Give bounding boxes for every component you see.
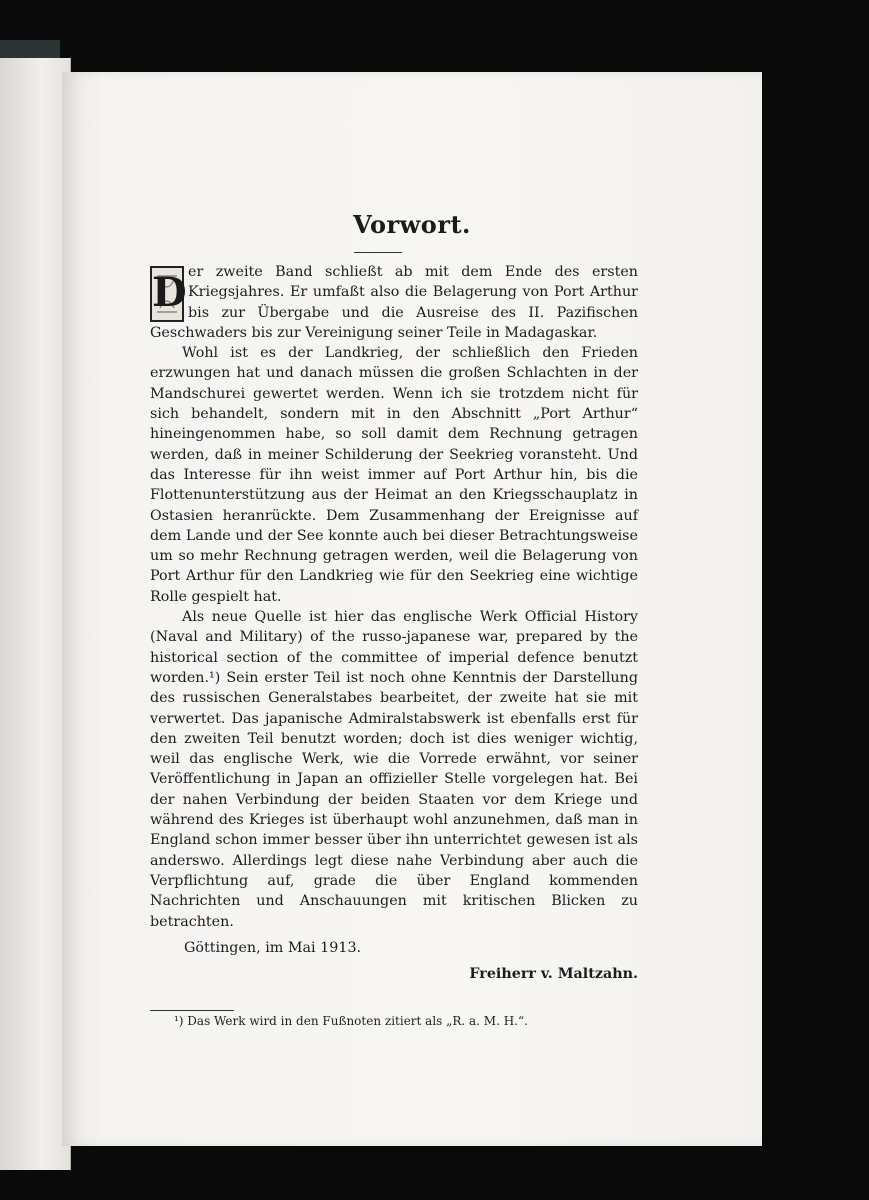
page-body [150,262,638,984]
dateline: Göttingen, im Mai 1913. [184,939,362,956]
page-title: Vorwort. [353,210,471,239]
dropcap-initial [150,266,187,322]
footnote-rule [150,1010,234,1011]
signature: Freiherr v. Maltzahn. [469,966,638,983]
dropcap-letter: D [152,269,187,316]
paragraph-1 [150,262,638,343]
footnote: ¹) Das Werk wird in den Fußnoten zitiert als „R. a. M. H.“. [174,1014,528,1028]
paragraph-1-text: er zweite Band schließt ab mit dem Ende des ersten Kriegsjahres. Er umfaßt also die Belagerung von Port Arthur bis zur Übergabe und die Ausreise des II. Pazifischen Geschwaders bis zur Vereinigung seiner Teile in Madagaskar. [150,264,638,341]
title-rule [354,252,402,253]
paragraph-3: Als neue Quelle ist hier das englische Werk Official History (Naval and Military) of the russo-japanese war, prepared by the historical section of the committee of imperial defence benutzt worden.¹) Sein erster Teil ist noch ohne Kenntnis der Darstellung des russischen Generalstabes bearbeitet, der zweite hat sie mit verwertet. Das japanische Admiralstabswerk ist ebenfalls erst für den zweiten Teil benutzt worden; doch ist dies weniger wichtig, weil das englische Werk, wie die Vorrede erwähnt, vor seiner Veröffentlichung in Japan an offizieller Stelle vorgelegen hat. Bei der nahen Verbindung der beiden Staaten vor dem Kriege und während des Krieges ist überhaupt wohl anzunehmen, daß man in England schon immer besser über ihn unterrichtet gewesen ist als anderswo. Allerdings legt diese nahe Verbindung aber auch die Verpflichtung auf, grade die über England kommenden Nachrichten und Anschauungen mit kritischen Blicken zu betrachten. [150,609,638,930]
paragraph-2: Wohl ist es der Landkrieg, der schließlich den Frieden erzwungen hat und danach müssen die großen Schlachten in der Mandschurei gewertet werden. Wenn ich sie trotzdem nicht für sich behandelt, sondern mit in den Abschnitt „Port Arthur“ hineingenommen habe, so soll damit dem Rechnung getragen werden, daß in meiner Schilderung der Seekrieg voransteht. Und das Interesse für ihn weist immer auf Port Arthur hin, bis die Flottenunterstützung aus der Heimat an den Kriegsschauplatz in Ostasien heranrückte. Dem Zusammenhang der Ereignisse auf dem Lande und der See konnte auch bei dieser Betrachtungsweise um so mehr Rechnung getragen werden, weil die Belagerung von Port Arthur für den Landkrieg wie für den Seekrieg eine wichtige Rolle gespielt hat. [150,345,638,605]
book-page [62,72,762,1146]
left-page-edge [0,58,71,1170]
